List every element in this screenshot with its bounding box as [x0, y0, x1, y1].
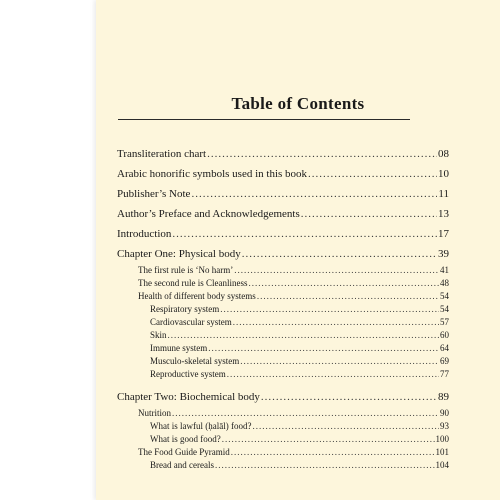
- toc-subsection-entry: [117, 420, 449, 433]
- toc-entry-label: Author’s Preface and Acknowledgements: [117, 208, 300, 220]
- toc-page-number: 60: [440, 330, 449, 340]
- toc-leader-dots: [207, 144, 437, 164]
- toc-leader-dots: [252, 420, 439, 433]
- toc-leader-dots: [234, 264, 439, 277]
- toc-entry-label: What is good food?: [150, 434, 221, 444]
- toc-page-number: 08: [438, 148, 449, 160]
- toc-page-number: 54: [440, 304, 449, 314]
- toc-page-number: 39: [438, 248, 449, 260]
- toc-section-entry: [117, 290, 449, 303]
- toc-entry-label: Nutrition: [138, 408, 171, 418]
- toc-entry-label: Musculo-skeletal system: [150, 356, 240, 366]
- title-divider: [118, 119, 410, 120]
- table-of-contents: [117, 144, 449, 472]
- toc-entry-label: Respiratory system: [150, 304, 220, 314]
- toc-entry-label: Chapter Two: Biochemical body: [117, 391, 260, 403]
- toc-leader-dots: [261, 387, 437, 407]
- toc-entry: [117, 184, 449, 204]
- toc-entry-label: Bread and cereals: [150, 460, 214, 470]
- toc-entry-label: Chapter One: Physical body: [117, 248, 241, 260]
- toc-leader-dots: [240, 355, 439, 368]
- toc-entry-label: The second rule is Cleanliness: [138, 278, 248, 288]
- toc-page-number: 57: [440, 317, 449, 327]
- toc-subsection-entry: [117, 303, 449, 316]
- toc-leader-dots: [220, 303, 439, 316]
- toc-entry-label: Publisher’s Note: [117, 188, 191, 200]
- toc-leader-dots: [191, 184, 437, 204]
- toc-page-number: 90: [440, 408, 449, 418]
- toc-entry: [117, 204, 449, 224]
- toc-section-entry: [117, 264, 449, 277]
- toc-subsection-entry: [117, 433, 449, 446]
- toc-page-number: 17: [438, 228, 449, 240]
- toc-leader-dots: [248, 277, 439, 290]
- toc-leader-dots: [168, 329, 439, 342]
- toc-leader-dots: [231, 446, 435, 459]
- toc-page-number: 10: [438, 168, 449, 180]
- toc-chapter-entry: [117, 387, 449, 407]
- toc-page-number: 100: [435, 434, 449, 444]
- toc-leader-dots: [172, 407, 439, 420]
- toc-leader-dots: [227, 368, 439, 381]
- toc-leader-dots: [208, 342, 439, 355]
- toc-entry: [117, 144, 449, 164]
- toc-section-entry: [117, 446, 449, 459]
- toc-page-number: 69: [440, 356, 449, 366]
- toc-leader-dots: [233, 316, 439, 329]
- toc-subsection-entry: [117, 459, 449, 472]
- toc-entry-label: Health of different body systems: [138, 291, 256, 301]
- toc-page-number: 13: [438, 208, 449, 220]
- toc-page-number: 101: [435, 447, 449, 457]
- toc-leader-dots: [215, 459, 435, 472]
- toc-page-number: 89: [438, 391, 449, 403]
- toc-subsection-entry: [117, 342, 449, 355]
- toc-leader-dots: [242, 244, 437, 264]
- toc-section-entry: [117, 407, 449, 420]
- toc-entry-label: Skin: [150, 330, 167, 340]
- book-page: [96, 0, 500, 500]
- toc-page-number: 11: [438, 188, 449, 200]
- toc-leader-dots: [172, 224, 437, 244]
- toc-entry-label: The Food Guide Pyramid: [138, 447, 230, 457]
- toc-entry-label: Cardiovascular system: [150, 317, 232, 327]
- toc-chapter-entry: [117, 244, 449, 264]
- toc-entry: [117, 164, 449, 184]
- toc-page-number: 54: [440, 291, 449, 301]
- toc-leader-dots: [301, 204, 437, 224]
- toc-page-number: 77: [440, 369, 449, 379]
- toc-entry-label: Transliteration chart: [117, 148, 207, 160]
- toc-subsection-entry: [117, 329, 449, 342]
- toc-entry-label: What is lawful (ḥalāl) food?: [150, 421, 252, 431]
- toc-entry-label: The first rule is ‘No harm’: [138, 265, 234, 275]
- page-title: Table of Contents: [231, 94, 365, 113]
- toc-entry: [117, 224, 449, 244]
- toc-entry-label: Reproductive system: [150, 369, 226, 379]
- toc-page-number: 93: [440, 421, 449, 431]
- toc-subsection-entry: [117, 368, 449, 381]
- toc-page-number: 41: [440, 265, 449, 275]
- toc-leader-dots: [308, 164, 437, 184]
- toc-entry-label: Immune system: [150, 343, 208, 353]
- toc-entry-label: Introduction: [117, 228, 172, 240]
- toc-leader-dots: [222, 433, 435, 446]
- toc-subsection-entry: [117, 355, 449, 368]
- toc-subsection-entry: [117, 316, 449, 329]
- toc-page-number: 64: [440, 343, 449, 353]
- toc-entry-label: Arabic honorific symbols used in this book: [117, 168, 308, 180]
- toc-page-number: 48: [440, 278, 449, 288]
- toc-leader-dots: [257, 290, 439, 303]
- toc-page-number: 104: [435, 460, 449, 470]
- toc-section-entry: [117, 277, 449, 290]
